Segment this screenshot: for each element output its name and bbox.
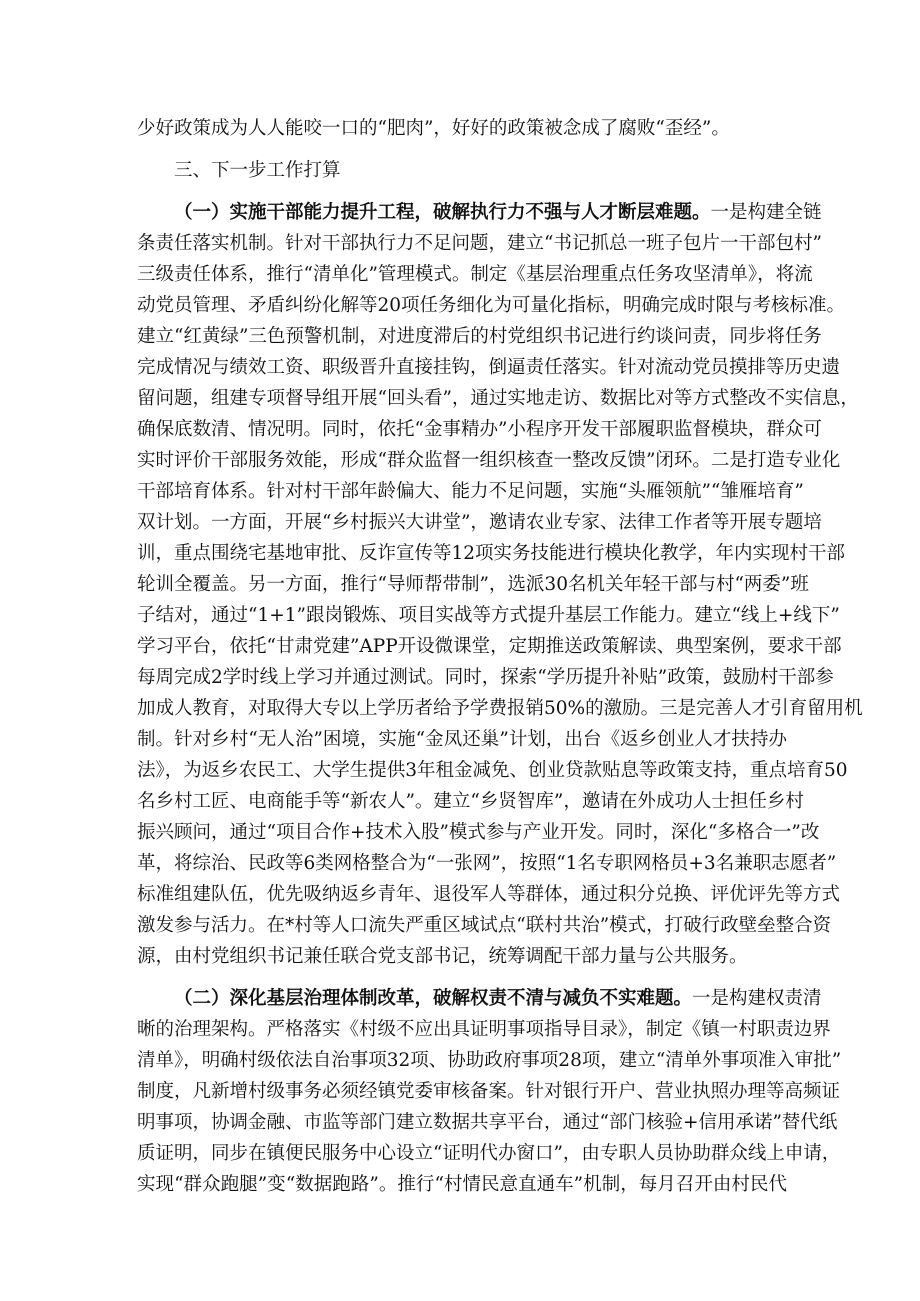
text-line: 干部培育体系。针对村干部年龄偏大、能力不足问题，实施“头雁领航”“雏雁培育” xyxy=(137,481,804,502)
text-line: 实现“群众跑腿”变“数据跑路”。推行“村情民意直通车”机制，每月召开由村民代 xyxy=(137,1174,787,1195)
text-line: 学习平台，依托“甘肃党建”APP开设微课堂，定期推送政策解读、典型案例，要求干部 xyxy=(137,636,842,657)
paragraph-2-heading: （二）深化基层治理体制改革，破解权责不清与减负不实难题。 xyxy=(174,988,693,1009)
text-line: 质证明，同步在镇便民服务中心设立“证明代办窗口”，由专职人员协助群众线上申请， xyxy=(137,1143,841,1164)
text-line: 振兴顾问，通过“项目合作+技术入股”模式参与产业开发。同时，深化“多格合一”改 xyxy=(137,822,820,843)
text-line: 源，由村党组织书记兼任联合党支部书记，统筹调配干部力量与公共服务。 xyxy=(137,946,748,967)
text-line: 每周完成2学时线上学习并通过测试。同时，探索“学历提升补贴”政策，鼓励村干部参 xyxy=(137,667,834,688)
text-line: 晰的治理架构。严格落实《村级不应出具证明事项指导目录》，制定《镇一村职责边界 xyxy=(137,1019,831,1040)
paragraph-1-lead: 一是构建全链 xyxy=(710,202,822,223)
text-line: 条责任落实机制。针对干部执行力不足问题，建立“书记抓总一班子包片一干部包村” xyxy=(137,233,822,254)
text-line: 双计划。一方面，开展“乡村振兴大讲堂”，邀请农业专家、法律工作者等开展专题培 xyxy=(137,512,822,533)
text-line: 法》，为返乡农民工、大学生提供3年租金减免、创业贷款贴息等政策支持，重点培育50 xyxy=(137,760,848,781)
text-line: 实时评价干部服务效能，形成“群众监督一组织核查一整改反馈”闭环。二是打造专业化 xyxy=(137,450,841,471)
text-line: 标准组建队伍，优先吸纳返乡青年、退役军人等群体，通过积分兑换、评优评先等方式 xyxy=(137,884,841,905)
text-line: 明事项，协调金融、市监等部门建立数据共享平台，通过“部门核验+信用承诺”替代纸 xyxy=(137,1112,838,1133)
text-line: 建立“红黄绿”三色预警机制，对进度滞后的村党组织书记进行约谈问责，同步将任务 xyxy=(137,326,822,347)
text-line: 动党员管理、矛盾纠纷化解等20项任务细化为可量化指标，明确完成时限与考核标准。 xyxy=(137,295,846,316)
text-line: 完成情况与绩效工资、职级晋升直接挂钩，倒逼责任落实。针对流动党员摸排等历史遗 xyxy=(137,357,841,378)
text-line: 少好政策成为人人能咬一口的“肥肉”，好好的政策被念成了腐败“歪经”。 xyxy=(137,118,730,139)
text-line: 制度，凡新增村级事务必须经镇党委审核备案。针对银行开户、营业执照办理等高频证 xyxy=(137,1081,841,1102)
text-line: 子结对，通过“1+1”跟岗锻炼、项目实战等方式提升基层工作能力。建立“线上+线下” xyxy=(137,605,840,626)
paragraph-2-lead: 一是构建权责清 xyxy=(692,988,822,1009)
text-line: 留问题，组建专项督导组开展“回头看”，通过实地走访、数据比对等方式整改不实信息， xyxy=(137,388,859,409)
text-line: 激发参与活力。在*村等人口流失严重区域试点“联村共治”模式，打破行政壁垒整合资 xyxy=(137,915,832,936)
text-line: 革，将综治、民政等6类网格整合为“一张网”，按照“1名专职网格员+3名兼职志愿者” xyxy=(137,853,837,874)
text-line: 确保底数清、情况明。同时，依托“金事精办”小程序开发干部履职监督模块，群众可 xyxy=(137,419,822,440)
paragraph-1-first-line xyxy=(174,198,822,228)
text-line: 清单》，明确村级依法自治事项32项、协助政府事项28项，建立“清单外事项准入审批” xyxy=(137,1050,842,1071)
text-line: 轮训全覆盖。另一方面，推行“导师帮带制”，选派30名机关年轻干部与村“两委”班 xyxy=(137,574,809,595)
text-line: 加成人教育，对取得大专以上学历者给予学费报销50%的激励。三是完善人才引育留用机 xyxy=(137,698,863,719)
paragraph-1-heading: （一）实施干部能力提升工程，破解执行力不强与人才断层难题。 xyxy=(174,202,711,223)
text-line: 训，重点围绕宅基地审批、反诈宣传等12项实务技能进行模块化教学，年内实现村干部 xyxy=(137,543,846,564)
paragraph-2-first-line xyxy=(174,984,822,1014)
section-heading: 三、下一步工作打算 xyxy=(174,160,341,181)
text-line: 名乡村工匠、电商能手等“新农人”。建立“乡贤智库”，邀请在外成功人士担任乡村 xyxy=(137,791,804,812)
text-line: 制。针对乡村“无人治”困境，实施“金凤还巢”计划，出台《返乡创业人才扶持办 xyxy=(137,729,787,750)
text-line: 三级责任体系，推行“清单化”管理模式。制定《基层治理重点任务攻坚清单》，将流 xyxy=(137,264,813,285)
